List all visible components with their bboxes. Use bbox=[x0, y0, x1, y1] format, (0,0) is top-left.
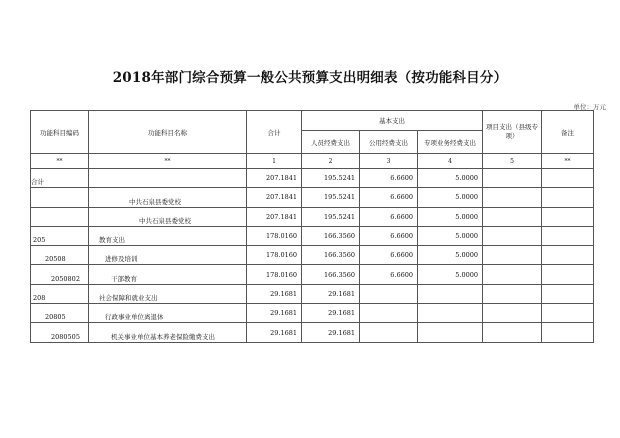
project-cell bbox=[483, 169, 542, 188]
project-cell bbox=[483, 265, 542, 284]
remarks-cell bbox=[542, 265, 594, 284]
total-cell: 207.1841 bbox=[247, 169, 302, 188]
remarks-cell bbox=[542, 284, 594, 303]
project-cell bbox=[483, 304, 542, 323]
table-row bbox=[31, 207, 594, 226]
personnel-cell: 166.3560 bbox=[302, 226, 360, 245]
personnel-cell: 29.1681 bbox=[302, 304, 360, 323]
special-funds-cell bbox=[418, 304, 483, 323]
remarks-cell bbox=[542, 207, 594, 226]
marker-cell: 4 bbox=[418, 154, 483, 169]
personnel-cell: 166.3560 bbox=[302, 246, 360, 265]
special-funds-cell: 5.0000 bbox=[418, 246, 483, 265]
column-index-row bbox=[31, 154, 594, 169]
table-row bbox=[31, 284, 594, 303]
public-funds-cell: 6.6600 bbox=[360, 207, 418, 226]
name-cell: 行政事业单位离退休 bbox=[89, 304, 247, 323]
header-code: 功能科目编码 bbox=[31, 111, 89, 154]
total-cell: 207.1841 bbox=[247, 207, 302, 226]
personnel-cell: 166.3560 bbox=[302, 265, 360, 284]
special-funds-cell: 5.0000 bbox=[418, 207, 483, 226]
total-cell: 29.1681 bbox=[247, 323, 302, 342]
project-cell bbox=[483, 323, 542, 342]
header-name: 功能科目名称 bbox=[89, 111, 247, 154]
remarks-cell bbox=[542, 226, 594, 245]
header-row-top bbox=[31, 111, 594, 131]
header-remarks: 备注 bbox=[542, 111, 594, 154]
code-cell: 2080505 bbox=[31, 323, 89, 342]
personnel-cell: 195.5241 bbox=[302, 188, 360, 207]
special-funds-cell: 5.0000 bbox=[418, 265, 483, 284]
name-cell: 干部教育 bbox=[89, 265, 247, 284]
remarks-cell bbox=[542, 304, 594, 323]
remarks-cell bbox=[542, 246, 594, 265]
code-cell bbox=[31, 207, 89, 226]
header-personnel: 人员经费支出 bbox=[302, 131, 360, 154]
code-cell: 合计 bbox=[31, 169, 89, 188]
public-funds-cell: 6.6600 bbox=[360, 226, 418, 245]
marker-cell: 3 bbox=[360, 154, 418, 169]
name-cell bbox=[89, 169, 247, 188]
table-row bbox=[31, 304, 594, 323]
table-row bbox=[31, 265, 594, 284]
name-cell: 机关事业单位基本养老保险缴费支出 bbox=[89, 323, 247, 342]
marker-cell: 1 bbox=[247, 154, 302, 169]
special-funds-cell bbox=[418, 323, 483, 342]
marker-cell: ** bbox=[31, 154, 89, 169]
public-funds-cell: 6.6600 bbox=[360, 246, 418, 265]
code-cell: 20508 bbox=[31, 246, 89, 265]
table-row bbox=[31, 226, 594, 245]
marker-cell: 2 bbox=[302, 154, 360, 169]
header-total: 合计 bbox=[247, 111, 302, 154]
remarks-cell bbox=[542, 323, 594, 342]
total-cell: 178.0160 bbox=[247, 265, 302, 284]
table-row bbox=[31, 169, 594, 188]
header-basic: 基本支出 bbox=[302, 111, 483, 131]
personnel-cell: 29.1681 bbox=[302, 284, 360, 303]
personnel-cell: 195.5241 bbox=[302, 207, 360, 226]
public-funds-cell bbox=[360, 284, 418, 303]
personnel-cell: 29.1681 bbox=[302, 323, 360, 342]
table-row bbox=[31, 246, 594, 265]
budget-table bbox=[30, 110, 594, 343]
page-title: 2018年部门综合预算一般公共预算支出明细表（按功能科目分） bbox=[112, 70, 508, 86]
name-cell: 中共石泉县委党校 bbox=[89, 188, 247, 207]
name-cell: 教育支出 bbox=[89, 226, 247, 245]
personnel-cell: 195.5241 bbox=[302, 169, 360, 188]
public-funds-cell: 6.6600 bbox=[360, 265, 418, 284]
code-cell: 208 bbox=[31, 284, 89, 303]
total-cell: 207.1841 bbox=[247, 188, 302, 207]
project-cell bbox=[483, 207, 542, 226]
special-funds-cell bbox=[418, 284, 483, 303]
public-funds-cell bbox=[360, 323, 418, 342]
public-funds-cell: 6.6600 bbox=[360, 169, 418, 188]
marker-cell: ** bbox=[89, 154, 247, 169]
remarks-cell bbox=[542, 169, 594, 188]
code-cell: 2050802 bbox=[31, 265, 89, 284]
project-cell bbox=[483, 246, 542, 265]
header-project: 项目支出（县级专项） bbox=[483, 111, 542, 154]
project-cell bbox=[483, 284, 542, 303]
total-cell: 29.1681 bbox=[247, 304, 302, 323]
total-cell: 178.0160 bbox=[247, 226, 302, 245]
special-funds-cell: 5.0000 bbox=[418, 169, 483, 188]
special-funds-cell: 5.0000 bbox=[418, 226, 483, 245]
code-cell: 205 bbox=[31, 226, 89, 245]
total-cell: 178.0160 bbox=[247, 246, 302, 265]
public-funds-cell bbox=[360, 304, 418, 323]
marker-cell: 5 bbox=[483, 154, 542, 169]
header-special-funds: 专项业务经费支出 bbox=[418, 131, 483, 154]
total-cell: 29.1681 bbox=[247, 284, 302, 303]
public-funds-cell: 6.6600 bbox=[360, 188, 418, 207]
table-row bbox=[31, 188, 594, 207]
code-cell bbox=[31, 188, 89, 207]
header-public-funds: 公用经费支出 bbox=[360, 131, 418, 154]
project-cell bbox=[483, 188, 542, 207]
name-cell: 进修及培训 bbox=[89, 246, 247, 265]
unit-label: 单位：万元 bbox=[573, 103, 606, 111]
table-row bbox=[31, 323, 594, 342]
marker-cell: ** bbox=[542, 154, 594, 169]
name-cell: 中共石泉县委党校 bbox=[89, 207, 247, 226]
code-cell: 20805 bbox=[31, 304, 89, 323]
project-cell bbox=[483, 226, 542, 245]
special-funds-cell: 5.0000 bbox=[418, 188, 483, 207]
name-cell: 社会保障和就业支出 bbox=[89, 284, 247, 303]
remarks-cell bbox=[542, 188, 594, 207]
